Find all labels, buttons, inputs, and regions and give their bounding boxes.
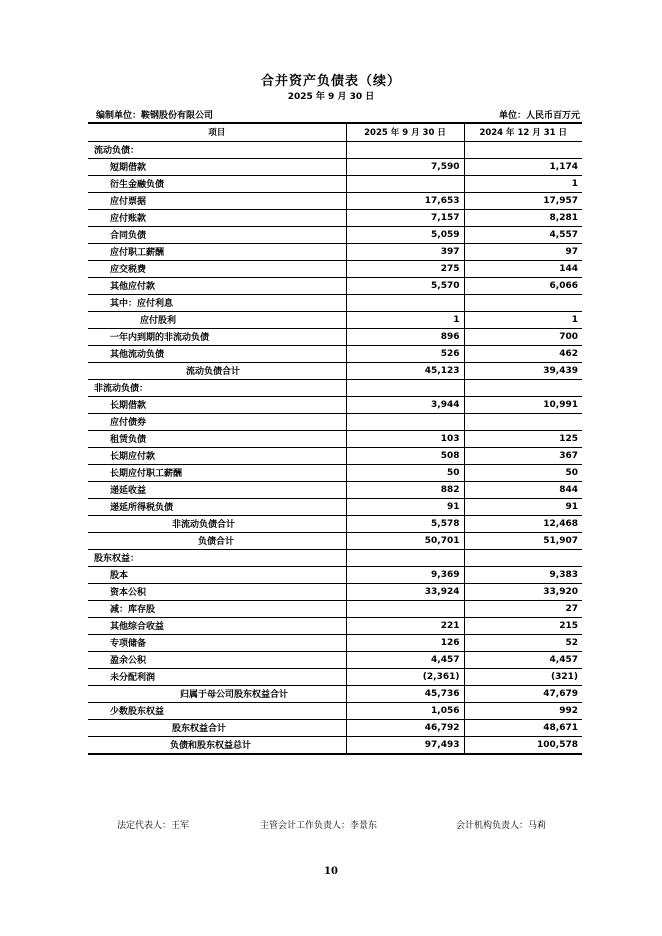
row-label: 非流动负债合计: [88, 515, 346, 532]
value-2024-12-31: [464, 294, 582, 311]
value-2025-09-30: 896: [346, 328, 464, 345]
table-row: [88, 464, 582, 481]
row-label: 应付账款: [88, 209, 346, 226]
table-row: [88, 277, 582, 294]
value-2024-12-31: [464, 549, 582, 566]
currency-unit: 单位：人民币百万元: [498, 111, 580, 121]
row-label: 少数股东权益: [88, 702, 346, 719]
value-2025-09-30: 45,123: [346, 362, 464, 379]
row-label: 未分配利润: [88, 668, 346, 685]
value-2024-12-31: 4,457: [464, 651, 582, 668]
row-label: 短期借款: [88, 158, 346, 175]
value-2024-12-31: 10,991: [464, 396, 582, 413]
column-header-current: 2025 年 9 月 30 日: [346, 124, 464, 141]
row-label: 盈余公积: [88, 651, 346, 668]
table-row: [88, 209, 582, 226]
row-label: 专项储备: [88, 634, 346, 651]
value-2025-09-30: 882: [346, 481, 464, 498]
value-2025-09-30: 221: [346, 617, 464, 634]
table-row: [88, 515, 582, 532]
row-label: 其他应付款: [88, 277, 346, 294]
table-row: [88, 243, 582, 260]
statement-date: 2025 年 9 月 30 日: [287, 92, 375, 102]
table-row: [88, 413, 582, 430]
value-2025-09-30: 46,792: [346, 719, 464, 736]
value-2024-12-31: [464, 413, 582, 430]
row-label: 其中：应付利息: [88, 294, 346, 311]
value-2024-12-31: 33,920: [464, 583, 582, 600]
value-2025-09-30: 275: [346, 260, 464, 277]
accounting-head: 会计机构负责人：马莉: [456, 821, 547, 831]
table-row: [88, 583, 582, 600]
value-2024-12-31: 125: [464, 430, 582, 447]
table-body: [88, 141, 582, 753]
balance-sheet-table-wrapper: [88, 122, 582, 755]
value-2025-09-30: [346, 549, 464, 566]
value-2024-12-31: 51,907: [464, 532, 582, 549]
value-2025-09-30: 397: [346, 243, 464, 260]
row-label: 递延所得税负债: [88, 498, 346, 515]
table-row: [88, 362, 582, 379]
table-row: [88, 549, 582, 566]
value-2024-12-31: 844: [464, 481, 582, 498]
statement-title: 合并资产负债表（续）: [260, 74, 401, 89]
table-row: [88, 719, 582, 736]
row-label: 长期借款: [88, 396, 346, 413]
value-2024-12-31: 39,439: [464, 362, 582, 379]
table-row: [88, 651, 582, 668]
value-2025-09-30: 17,653: [346, 192, 464, 209]
row-label: 递延收益: [88, 481, 346, 498]
table-row: [88, 260, 582, 277]
value-2025-09-30: 33,924: [346, 583, 464, 600]
value-2024-12-31: 27: [464, 600, 582, 617]
value-2024-12-31: [464, 141, 582, 158]
row-label: 一年内到期的非流动负债: [88, 328, 346, 345]
table-row: [88, 532, 582, 549]
table-row: [88, 566, 582, 583]
row-label: 长期应付职工薪酬: [88, 464, 346, 481]
value-2024-12-31: (321): [464, 668, 582, 685]
value-2024-12-31: 12,468: [464, 515, 582, 532]
row-label: 流动负债合计: [88, 362, 346, 379]
value-2024-12-31: 48,671: [464, 719, 582, 736]
table-row: [88, 379, 582, 396]
value-2025-09-30: [346, 413, 464, 430]
value-2024-12-31: 992: [464, 702, 582, 719]
row-label: 租赁负债: [88, 430, 346, 447]
row-label: 应付职工薪酬: [88, 243, 346, 260]
table-row: [88, 345, 582, 362]
table-row: [88, 311, 582, 328]
value-2025-09-30: 9,369: [346, 566, 464, 583]
value-2025-09-30: 50: [346, 464, 464, 481]
row-label: 其他综合收益: [88, 617, 346, 634]
value-2025-09-30: 7,157: [346, 209, 464, 226]
value-2025-09-30: 126: [346, 634, 464, 651]
table-row: [88, 668, 582, 685]
value-2025-09-30: 5,570: [346, 277, 464, 294]
value-2025-09-30: 7,590: [346, 158, 464, 175]
value-2025-09-30: 3,944: [346, 396, 464, 413]
value-2024-12-31: 50: [464, 464, 582, 481]
value-2025-09-30: 5,059: [346, 226, 464, 243]
table-row: [88, 736, 582, 753]
row-label: 负债和股东权益总计: [88, 736, 346, 753]
value-2025-09-30: 91: [346, 498, 464, 515]
row-label: 其他流动负债: [88, 345, 346, 362]
table-row: [88, 396, 582, 413]
value-2025-09-30: 5,578: [346, 515, 464, 532]
row-label: 负债合计: [88, 532, 346, 549]
value-2024-12-31: 17,957: [464, 192, 582, 209]
table-row: [88, 600, 582, 617]
table-header-row: [88, 124, 582, 141]
row-label: 长期应付款: [88, 447, 346, 464]
table-row: [88, 430, 582, 447]
row-label: 资本公积: [88, 583, 346, 600]
company-name: 编制单位：鞍钢股份有限公司: [96, 111, 214, 121]
row-label: 减：库存股: [88, 600, 346, 617]
row-label: 非流动负债：: [88, 379, 346, 396]
value-2025-09-30: 103: [346, 430, 464, 447]
table-row: [88, 226, 582, 243]
value-2024-12-31: 91: [464, 498, 582, 515]
value-2024-12-31: 100,578: [464, 736, 582, 753]
table-row: [88, 617, 582, 634]
value-2024-12-31: 8,281: [464, 209, 582, 226]
row-label: 归属于母公司股东权益合计: [88, 685, 346, 702]
value-2025-09-30: [346, 600, 464, 617]
row-label: 股东权益：: [88, 549, 346, 566]
value-2024-12-31: 1,174: [464, 158, 582, 175]
table-row: [88, 447, 582, 464]
value-2025-09-30: 45,736: [346, 685, 464, 702]
table-row: [88, 328, 582, 345]
table-row: [88, 141, 582, 158]
row-label: 股本: [88, 566, 346, 583]
table-row: [88, 685, 582, 702]
row-label: 合同负债: [88, 226, 346, 243]
value-2024-12-31: 215: [464, 617, 582, 634]
value-2024-12-31: 97: [464, 243, 582, 260]
value-2024-12-31: 367: [464, 447, 582, 464]
value-2025-09-30: [346, 141, 464, 158]
value-2025-09-30: [346, 379, 464, 396]
column-header-item: 项目: [88, 124, 346, 141]
value-2025-09-30: 526: [346, 345, 464, 362]
row-label: 股东权益合计: [88, 719, 346, 736]
table-row: [88, 634, 582, 651]
table-row: [88, 192, 582, 209]
row-label: 流动负债：: [88, 141, 346, 158]
value-2024-12-31: 52: [464, 634, 582, 651]
row-label: 应付票据: [88, 192, 346, 209]
value-2024-12-31: 144: [464, 260, 582, 277]
table-row: [88, 158, 582, 175]
value-2025-09-30: 97,493: [346, 736, 464, 753]
value-2025-09-30: [346, 294, 464, 311]
table-row: [88, 498, 582, 515]
page-number: 10: [324, 866, 338, 877]
column-header-prior: 2024 年 12 月 31 日: [464, 124, 582, 141]
row-label: 应交税费: [88, 260, 346, 277]
chief-accountant: 主管会计工作负责人：李景东: [260, 821, 378, 831]
value-2025-09-30: 1: [346, 311, 464, 328]
table-row: [88, 481, 582, 498]
table-row: [88, 294, 582, 311]
value-2025-09-30: 50,701: [346, 532, 464, 549]
value-2024-12-31: 1: [464, 311, 582, 328]
table-row: [88, 175, 582, 192]
value-2024-12-31: 9,383: [464, 566, 582, 583]
value-2024-12-31: 700: [464, 328, 582, 345]
value-2024-12-31: 4,557: [464, 226, 582, 243]
value-2024-12-31: [464, 379, 582, 396]
value-2025-09-30: 4,457: [346, 651, 464, 668]
value-2024-12-31: 47,679: [464, 685, 582, 702]
row-label: 衍生金融负债: [88, 175, 346, 192]
row-label: 应付股利: [88, 311, 346, 328]
value-2024-12-31: 462: [464, 345, 582, 362]
row-label: 应付债券: [88, 413, 346, 430]
balance-sheet-table: [88, 124, 582, 753]
value-2025-09-30: 508: [346, 447, 464, 464]
legal-representative: 法定代表人：王军: [117, 821, 190, 831]
value-2025-09-30: 1,056: [346, 702, 464, 719]
value-2024-12-31: 1: [464, 175, 582, 192]
value-2025-09-30: [346, 175, 464, 192]
value-2025-09-30: (2,361): [346, 668, 464, 685]
table-row: [88, 702, 582, 719]
value-2024-12-31: 6,066: [464, 277, 582, 294]
